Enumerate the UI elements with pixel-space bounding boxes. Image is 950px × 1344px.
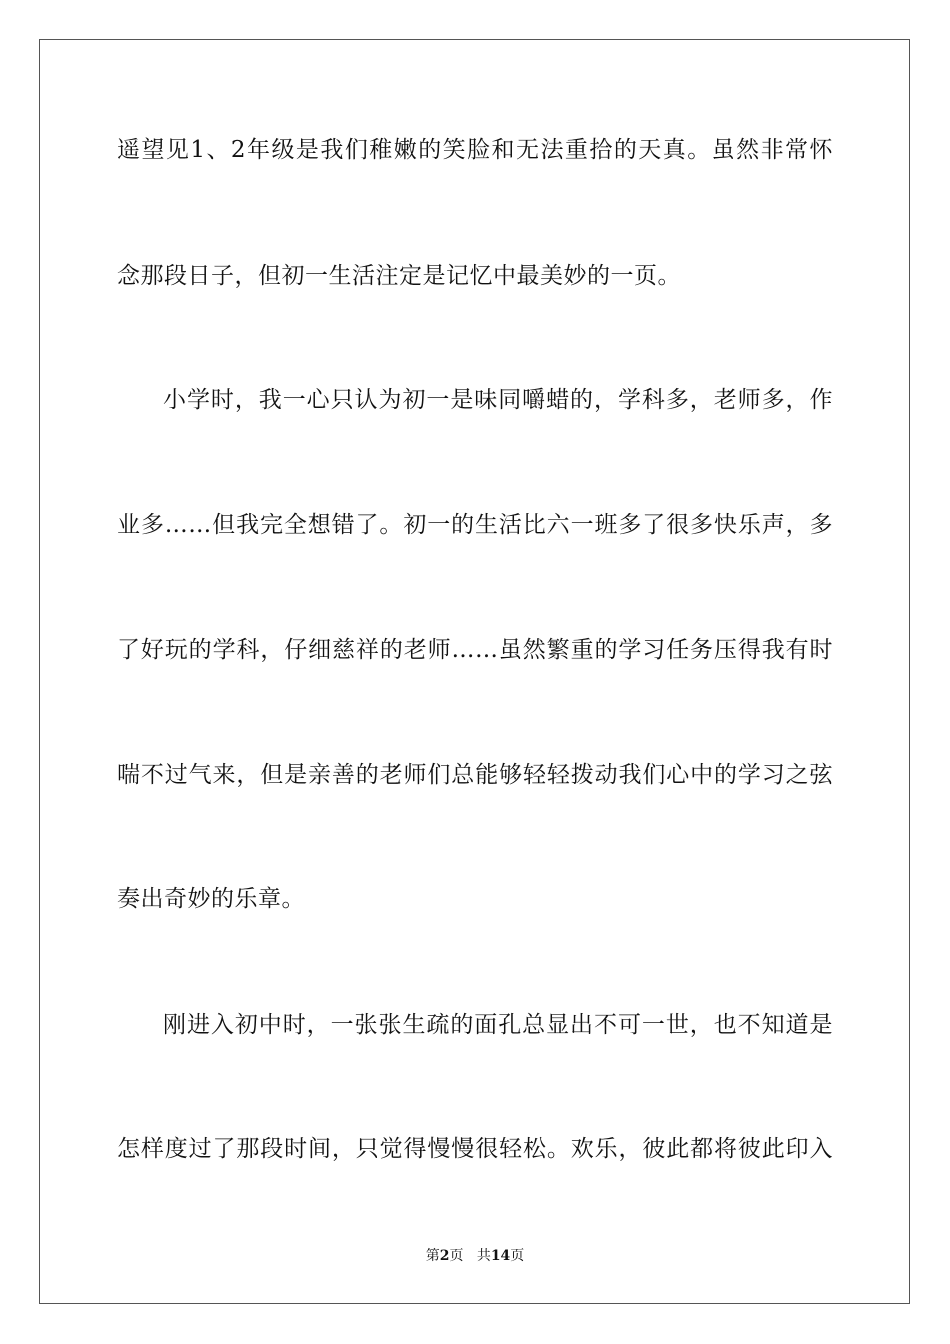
footer-page-number: 2 — [439, 1248, 450, 1264]
paragraph-line-1: 遥望见1、2年级是我们稚嫩的笑脸和无法重拾的天真。虽然非常怀 — [117, 137, 833, 163]
paragraph-line-6: 喘不过气来，但是亲善的老师们总能够轻轻拨动我们心中的学习之弦 — [117, 762, 833, 788]
paragraph-line-2: 念那段日子，但初一生活注定是记忆中最美妙的一页。 — [117, 263, 681, 289]
footer-total-prefix: 共 — [476, 1248, 491, 1264]
footer-total-suffix: 页 — [510, 1248, 525, 1264]
paragraph-line-3: 小学时，我一心只认为初一是味同嚼蜡的，学科多，老师多，作 — [163, 387, 833, 413]
paragraph-line-7: 奏出奇妙的乐章。 — [117, 886, 305, 912]
page-footer — [0, 1246, 950, 1266]
page-border — [39, 39, 910, 1304]
footer-total-pages: 14 — [490, 1248, 511, 1264]
footer-page-suffix: 页 — [449, 1248, 464, 1264]
footer-page-prefix: 第 — [425, 1248, 440, 1264]
paragraph-line-5: 了好玩的学科，仔细慈祥的老师……虽然繁重的学习任务压得我有时 — [117, 637, 833, 663]
paragraph-line-8: 刚进入初中时，一张张生疏的面孔总显出不可一世，也不知道是 — [163, 1012, 833, 1038]
paragraph-line-4: 业多……但我完全想错了。初一的生活比六一班多了很多快乐声，多 — [117, 512, 833, 538]
paragraph-line-9: 怎样度过了那段时间，只觉得慢慢很轻松。欢乐，彼此都将彼此印入 — [117, 1136, 833, 1162]
